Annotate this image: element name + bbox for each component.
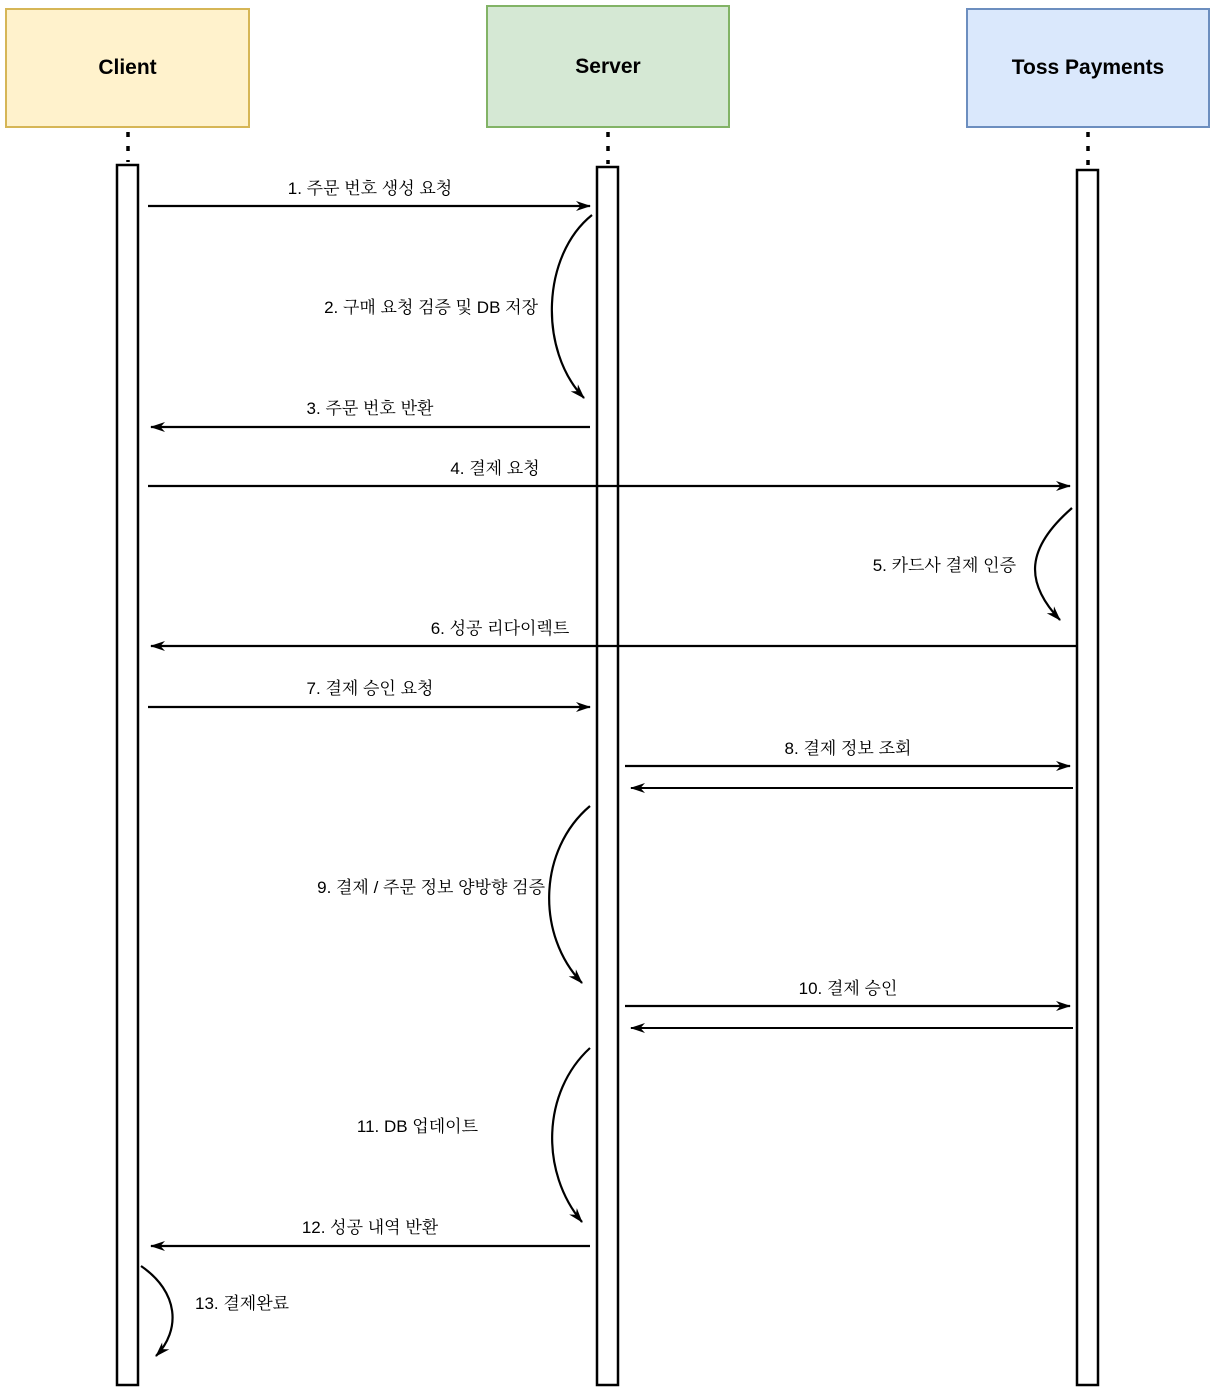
message-label-13: 13. 결제완료 [195, 1294, 290, 1313]
arrow-msg-11-self-loop [552, 1048, 590, 1222]
client-activation-bar [117, 165, 138, 1385]
message-label-11: 11. DB 업데이트 [356, 1117, 478, 1136]
actor-client [5, 8, 250, 128]
actor-server [486, 5, 730, 128]
arrow-msg-5-self-loop [1035, 508, 1072, 620]
message-label-6: 6. 성공 리다이렉트 [430, 619, 570, 638]
message-label-10: 10. 결제 승인 [798, 979, 898, 998]
message-label-7: 7. 결제 승인 요청 [306, 679, 434, 698]
arrow-msg-9-self-loop [549, 806, 590, 983]
actor-client-label: Client [98, 56, 157, 79]
message-label-5: 5. 카드사 결제 인증 [872, 556, 1016, 575]
message-label-12: 12. 성공 내역 반환 [301, 1218, 439, 1237]
actor-toss-label: Toss Payments [1011, 56, 1165, 79]
actor-toss [966, 8, 1210, 128]
message-label-4: 4. 결제 요청 [450, 459, 540, 478]
message-label-8: 8. 결제 정보 조회 [784, 739, 912, 758]
arrow-msg-13-self-loop [141, 1266, 173, 1356]
arrow-msg-2-self-loop [552, 215, 592, 398]
message-label-9: 9. 결제 / 주문 정보 양방향 검증 [317, 878, 545, 897]
toss-activation-bar [1077, 170, 1098, 1385]
actor-server-label: Server [575, 54, 641, 78]
message-label-3: 3. 주문 번호 반환 [306, 399, 434, 418]
server-activation-bar [597, 167, 618, 1385]
message-label-1: 1. 주문 번호 생성 요청 [287, 179, 453, 198]
message-label-2: 2. 구매 요청 검증 및 DB 저장 [324, 298, 538, 317]
